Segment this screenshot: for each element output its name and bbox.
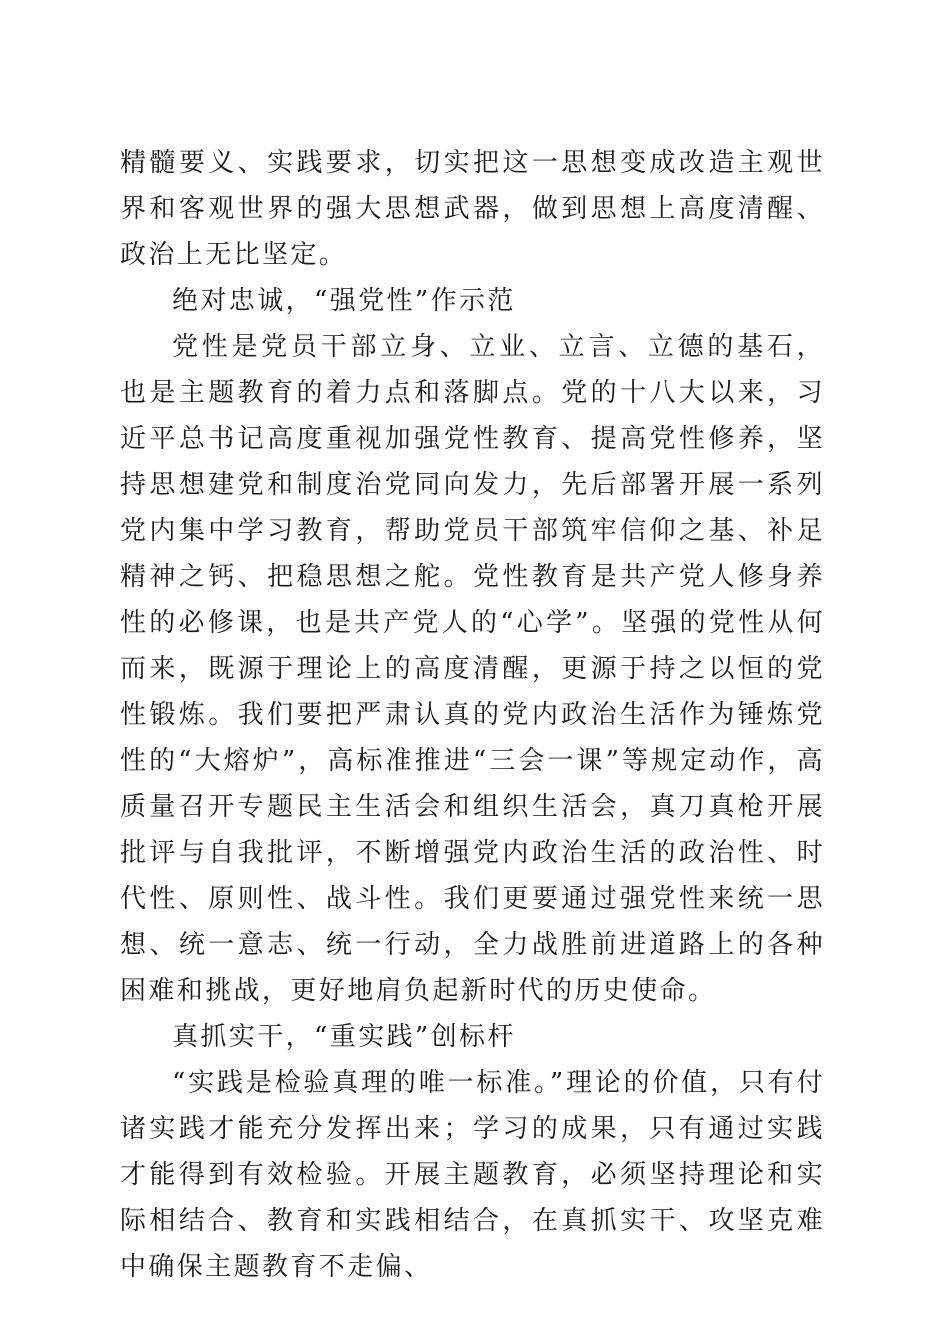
- paragraph-practice: “实践是检验真理的唯一标准。”理论的价值，只有付诸实践才能充分发挥出来；学习的成果，只有通过实践才能得到有效检验。开展主题教育，必须坚持理论和实际相结合、教育和实践相结合，在真抓实干、攻坚克难中确保主题教育不走偏、: [120, 1068, 825, 1282]
- paragraph-party-spirit: 党性是党员干部立身、立业、立言、立德的基石，也是主题教育的着力点和落脚点。党的十八大以来，习近平总书记高度重视加强党性教育、提高党性修养，坚持思想建党和制度治党同向发力，先后部署开展一系列党内集中学习教育，帮助党员干部筑牢信仰之基、补足精神之钙、把稳思想之舵。党性教育是共产党人修身养性的必修课，也是共产党人的“心学”。坚强的党性从何而来，既源于理论上的高度清醒，更源于持之以恒的党性锻炼。我们要把严肃认真的党内政治生活作为锤炼党性的“大熔炉”，高标准推进“三会一课”等规定动作，高质量召开专题民主生活会和组织生活会，真刀真枪开展批评与自我批评，不断增强党内政治生活的政治性、时代性、原则性、战斗性。我们更要通过强党性来统一思想、统一意志、统一行动，全力战胜前进道路上的各种困难和挑战，更好地肩负起新时代的历史使命。: [120, 332, 825, 1006]
- document-body: [120, 140, 825, 1290]
- section-heading-loyalty: 绝对忠诚，“强党性”作示范: [172, 286, 516, 316]
- paragraph-continuation: 精髓要义、实践要求，切实把这一思想变成改造主观世界和客观世界的强大思想武器，做到思想上高度清醒、政治上无比坚定。: [120, 148, 825, 270]
- section-heading-practice: 真抓实干，“重实践”创标杆: [172, 1022, 516, 1052]
